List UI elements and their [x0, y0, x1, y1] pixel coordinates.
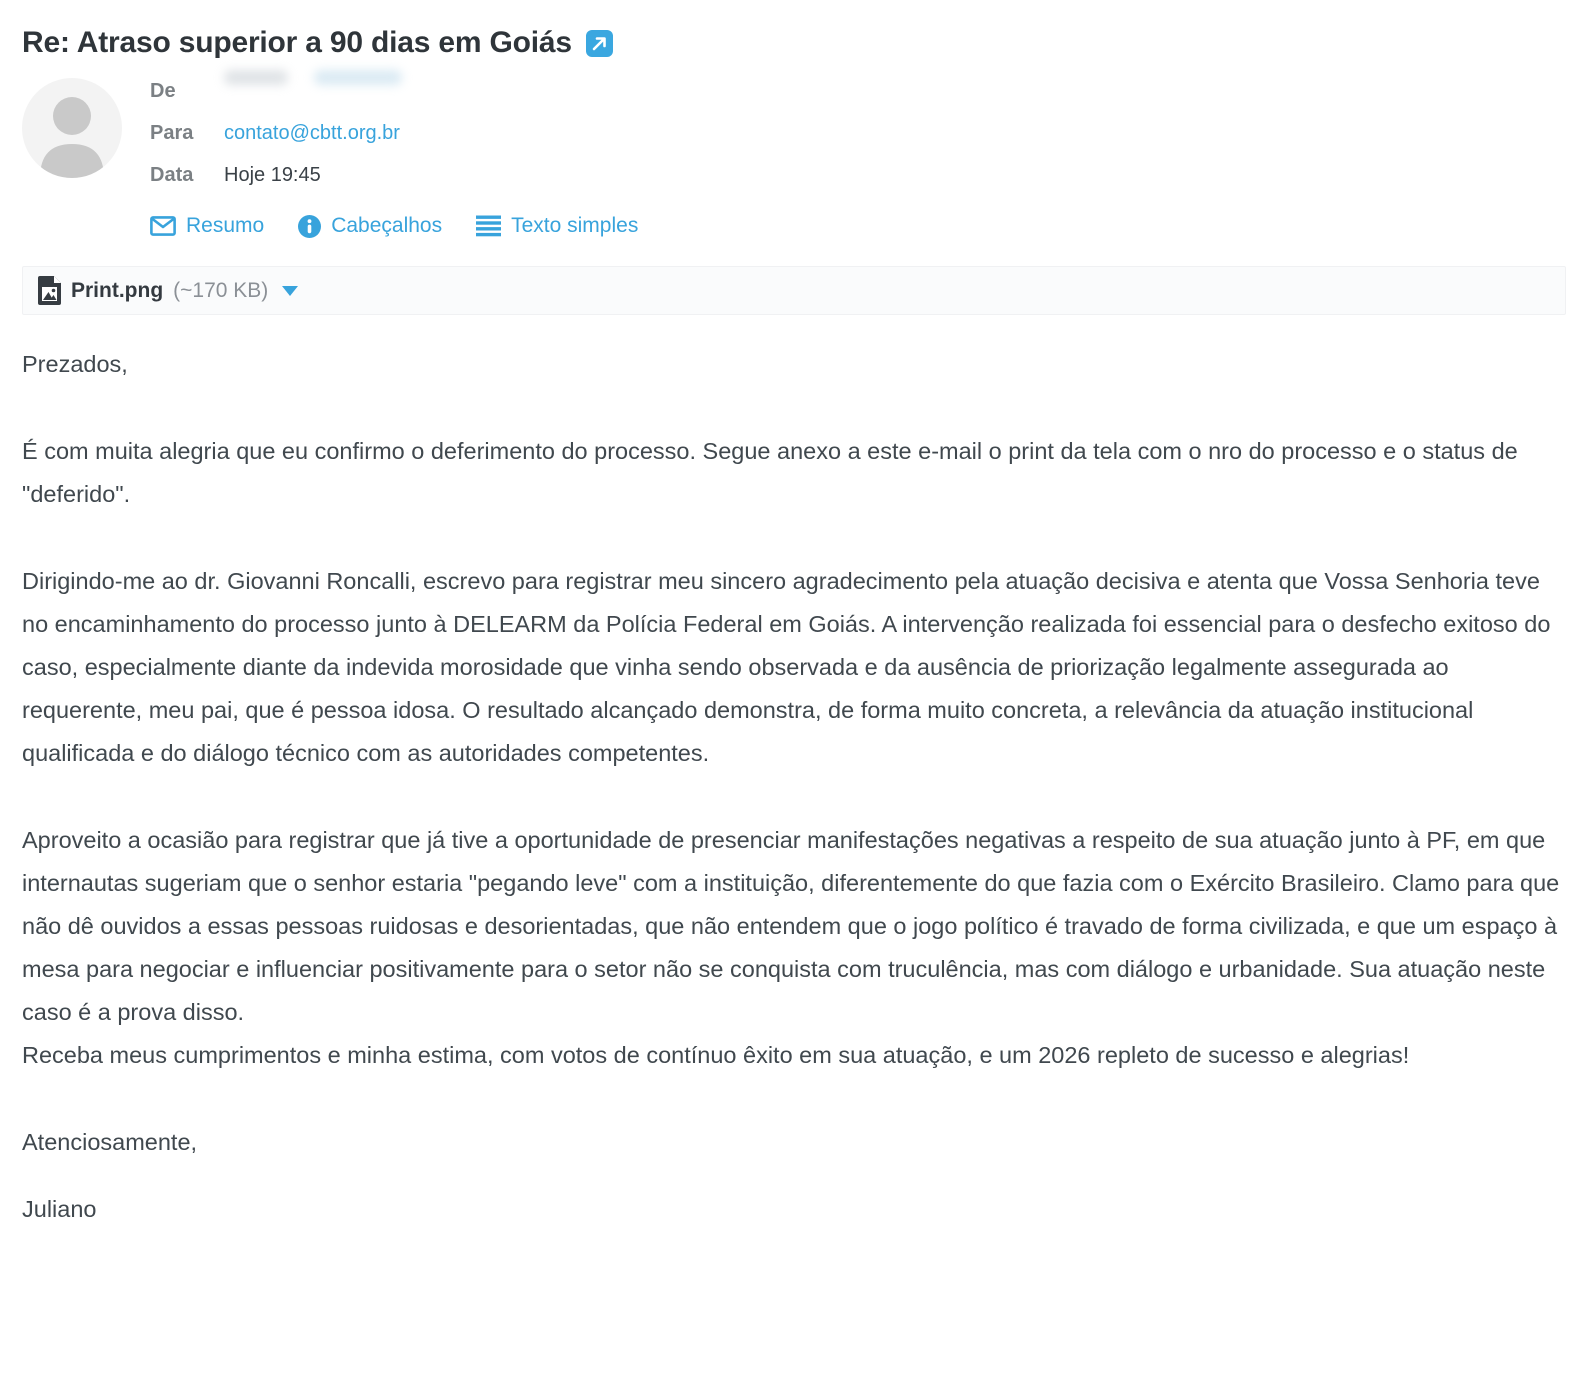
envelope-icon — [150, 216, 176, 236]
attachment-filename[interactable]: Print.png — [71, 278, 164, 302]
subject-row — [0, 0, 1588, 70]
attachment-menu-caret-icon[interactable] — [282, 286, 298, 296]
from-value-redacted — [224, 80, 402, 103]
message-actions — [150, 214, 638, 238]
avatar — [22, 78, 122, 178]
summary-action-label: Resumo — [186, 214, 265, 237]
from-label: De — [150, 80, 176, 102]
body-paragraph-opinion: Aproveito a ocasião para registrar que já tive a oportunidade de presenciar manifestações negativas a respeito de sua atuação junto à PF, em que internautas sugeriam que o senhor estaria "pegando leve" com a instituição, diferentemente do que fazia com o Exército Brasileiro. Clamo para que não dê ouvidos a essas pessoas ruidosas e desorientadas, que não entendem que o jogo político é travado de forma civilizada, e que um espaço à mesa para negociar e influenciar positivamente para o setor não se conquista com truculência, mas com diálogo e urbanidade. Sua atuação neste caso é a prova disso. — [22, 827, 1560, 1025]
body-paragraph-confirmation: É com muita alegria que eu confirmo o deferimento do processo. Segue anexo a este e-mail o print da tela com o nro do processo e o status de "deferido". — [22, 438, 1518, 507]
text-lines-icon — [476, 215, 501, 237]
to-address-link[interactable]: contato@cbtt.org.br — [224, 122, 400, 144]
headers-action-label: Cabeçalhos — [331, 214, 443, 237]
redacted-sender-name — [224, 70, 402, 85]
attachment-size: (~170 KB) — [173, 278, 269, 302]
email-subject: Re: Atraso superior a 90 dias em Goiás — [22, 26, 572, 59]
meta-row-date — [150, 164, 638, 206]
external-arrow-icon — [591, 35, 608, 52]
body-closing: Atenciosamente, — [22, 1129, 198, 1155]
summary-action[interactable] — [150, 214, 264, 238]
message-header — [0, 70, 1588, 244]
plain-text-action-label: Texto simples — [511, 214, 639, 237]
date-label: Data — [150, 164, 194, 186]
attachment-bar — [22, 266, 1566, 315]
info-icon — [298, 215, 321, 238]
to-label: Para — [150, 122, 194, 144]
meta-row-to — [150, 122, 638, 164]
meta-row-from — [150, 80, 638, 122]
person-silhouette-icon — [22, 86, 122, 178]
date-value: Hoje 19:45 — [224, 164, 321, 186]
body-signature: Juliano — [22, 1196, 97, 1222]
body-paragraph-greeting: Prezados, — [22, 351, 128, 377]
body-paragraph-thanks: Dirigindo-me ao dr. Giovanni Roncalli, escrevo para registrar meu sincero agradecimento pela atuação decisiva e atenta que Vossa Senhoria teve no encaminhamento do processo junto à DELEARM da Polícia Federal em Goiás. A intervenção realizada foi essencial para o desfecho exitoso do caso, especialmente diante da indevida morosidade que vinha sendo observada e da ausência de priorização legalmente assegurada ao requerente, meu pai, que é pessoa idosa. O resultado alcançado demonstra, de forma muito concreta, a relevância da atuação institucional qualificada e do diálogo técnico com as autoridades competentes. — [22, 568, 1551, 766]
open-external-icon[interactable] — [586, 30, 613, 57]
plain-text-action[interactable] — [476, 214, 638, 238]
meta-column — [150, 78, 638, 238]
message-body — [0, 315, 1588, 1261]
image-file-icon — [38, 276, 61, 305]
headers-action[interactable] — [298, 214, 442, 238]
body-paragraph-wishes: Receba meus cumprimentos e minha estima, com votos de contínuo êxito em sua atuação, e um 2026 repleto de sucesso e alegrias! — [22, 1042, 1410, 1068]
